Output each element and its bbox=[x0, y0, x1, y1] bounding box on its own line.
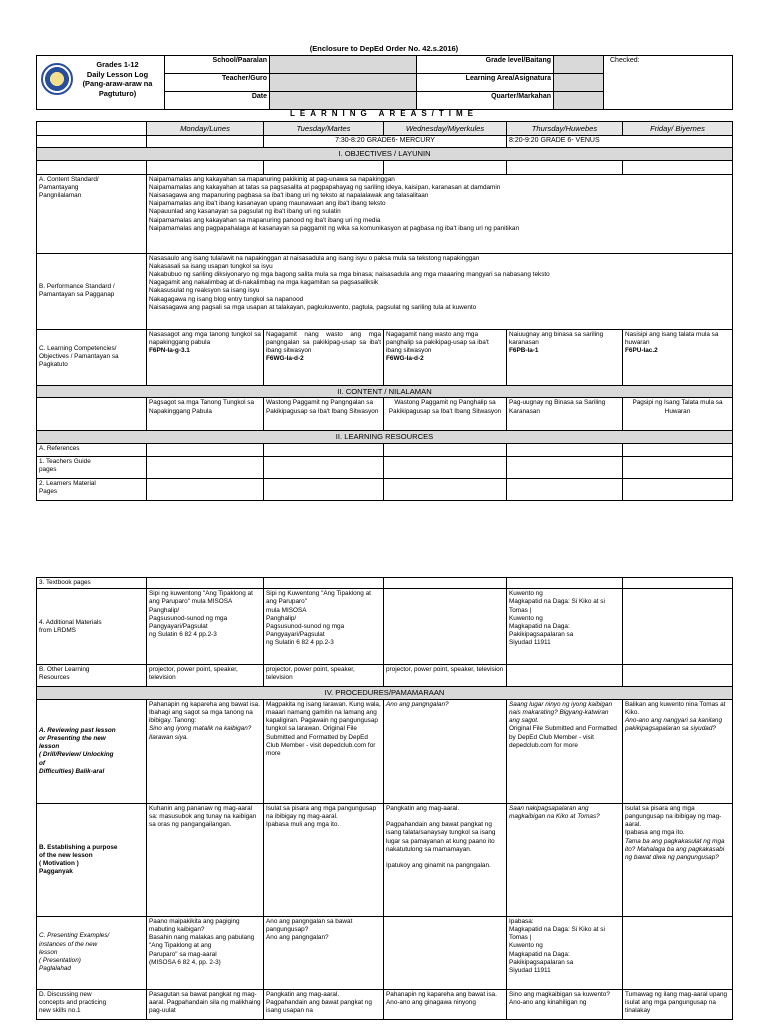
quarter-field[interactable] bbox=[554, 92, 604, 110]
proc-d-monday: Pasagutan sa bawat pangkat ng mag-aaral. Pagpahandain sila ng malikhaing pag-uulat bbox=[147, 989, 264, 1019]
checked-box bbox=[604, 56, 733, 110]
proc-b-thursday: Saan nakipagsapalaran ang magkaibigan na Kiko at Tomas? bbox=[507, 803, 623, 916]
proc-c-thursday: Ipabasa: Magkapatid na Daga: Si Kiko at si Tomas | Kuwento ng Magkapatid na Daga: Pakikipagsapalaran sa Siyudad 11911 bbox=[507, 916, 623, 989]
grade-level-field[interactable] bbox=[554, 56, 604, 74]
content-thursday: Pag-uugnay ng Binasa sa Sariling Karanasan bbox=[507, 398, 623, 431]
proc-d-wednesday: Pahanapin ng kapareha ang bawat isa. Ano-ano ang ginagawa ninyong bbox=[384, 989, 507, 1019]
proc-c-monday: Paano maipakikita ang pagiging mabuting kaibigan? Basahin nang malakas ang pabulang "Ang Tipaklong at ang Paruparo" sa mag-aaral (MISOSA 6 82 4, pp. 2-3) bbox=[147, 916, 264, 989]
learners-material-label: 2. Learners Material Pages bbox=[37, 479, 147, 501]
enclosure-note: (Enclosure to DepEd Order No. 42.s.2016) bbox=[309, 44, 459, 53]
competency-monday: Nasasagot ang mga tanong tungkol sa napakinggang pabula F6PN-Ia-g-3.1 bbox=[147, 329, 264, 385]
proc-b-monday: Kuhanin ang pananaw ng mag-aaral sa: masusubok ang tunay na kaibigan sa oras ng pangangailangan. bbox=[147, 803, 264, 916]
day-thursday: Thursday/Huwebes bbox=[507, 122, 623, 136]
school-label: School/Paaralan bbox=[165, 56, 270, 74]
proc-d-tuesday: Pangkatin ang mag-aaral. Pagpahandain ang bawat pangkat ng isang usapan na bbox=[264, 989, 384, 1019]
competency-code-tuesday: F6WG-Ia-d-2 bbox=[266, 355, 304, 363]
content-standard-text: Naipamamalas ang kakayahan sa mapanuring pakikinig at pag-unawa sa napakinggan Naipamamalas ang kakayahan at tatas sa pagsasalita at pagpapahayag ng sariling ideya, kaisipan, karanasan at damdamin Naisasagawa ang mapanuring pagbasa sa iba't ibang uri ng teksto at napalalawak ang talasalitaan Naipamamalas ang iba't ibang kasanayan upang maunawaan ang iba't ibang teksto Napauunlad ang kasanayan sa pagsulat ng iba't ibang uri ng sulatin Naipamamalas ang kakayahan sa mapanuring panood ng iba't ibang uri ng media Naipamamalas ang pagpapahalaga at kasanayan sa paggamit ng wika sa komunikasyon at pagbasa ng iba't ibang uri ng panitikan bbox=[147, 174, 733, 253]
additional-monday: Sipi ng kuwentong "Ang Tipaklong at ang Paruparo" mula MISOSA Panghalip/ Pagsusunod-sunod ng mga Pangyayari/Pagsulat ng Sulatin 6 82 4 pp.2-3 bbox=[147, 589, 264, 665]
lesson-log-table-page2 bbox=[36, 577, 733, 1020]
quarter-label: Quarter/Markahan bbox=[417, 92, 554, 110]
content-monday: Pagsagot sa mga Tanong Tungkol sa Napakinggang Pabula bbox=[147, 398, 264, 431]
date-field[interactable] bbox=[270, 92, 417, 110]
content-tuesday: Wastong Paggamit ng Pangngalan sa Pakikipagusap sa Iba't Ibang Sitwasyon bbox=[264, 398, 384, 431]
proc-a-label: A. Reviewing past lesson or Presenting the new lesson ( Drill/Review/ Unlocking of Difficulties) Balik-aral bbox=[37, 699, 147, 803]
proc-a-wednesday: Ano ang pangngalan? bbox=[384, 699, 507, 803]
proc-b-tuesday: Isulat sa pisara ang mga pangungusap na ibibigay ng mag-aaral. Ipabasa muli ang mga ito. bbox=[264, 803, 384, 916]
other-resources-tuesday: projector, power point, speaker, television bbox=[264, 665, 384, 687]
days-corner bbox=[37, 122, 147, 136]
header-title-cell bbox=[37, 56, 165, 110]
other-resources-label: B. Other Learning Resources bbox=[37, 665, 147, 687]
proc-a-tuesday: Magpakita ng isang larawan. Kung wala, maaari namang gamitin na lamang ang kapaligiran. Pagawain ng pangungusap tungkol sa larawan. Original File Submitted and Formatted by DepEd Club Member - visit depedclub.com for more bbox=[264, 699, 384, 803]
proc-a-friday: Balikan ang kuwento nina Tomas at Kiko. Ano-ano ang nangyari sa kanilang pakikipagsapalaran sa siyudad? bbox=[623, 699, 733, 803]
additional-thursday: Kuwento ng Magkapatid na Daga: Si Kiko at si Tomas | Kuwento ng Magkapatid na Daga: Pakikipagsapalaran sa Siyudad 11911 bbox=[507, 589, 623, 665]
competency-thursday: Naiuugnay ang binasa sa sariling karanasan F6PB-Ia-1 bbox=[507, 329, 623, 385]
lesson-log-table bbox=[36, 121, 733, 501]
proc-d-friday: Tumawag ng ilang mag-aaral upang isulat ang mga pangungusap na tinalakay bbox=[623, 989, 733, 1019]
performance-standard-label: B. Performance Standard / Pamantayan sa Pagganap bbox=[37, 253, 147, 329]
content-friday: Pagsipi ng Isang Talata mula sa Huwaran bbox=[623, 398, 733, 431]
proc-d-label: D. Discussing new concepts and practicing new skills no.1 bbox=[37, 989, 147, 1019]
teacher-field[interactable] bbox=[270, 74, 417, 92]
proc-c-tuesday: Ano ang pangngalan sa bawat pangungusap? Ano ang pangngalan? bbox=[264, 916, 384, 989]
competency-tuesday: Nagagamit nang wasto ang mga pangngalan sa pakikipag-usap sa iba't ibang sitwasyon F6WG-Ia-d-2 bbox=[264, 329, 384, 385]
section-content: II. CONTENT / NILALAMAN bbox=[37, 385, 733, 398]
teachers-guide-label: 1. Teachers Guide pages bbox=[37, 457, 147, 479]
day-tuesday: Tuesday/Martes bbox=[264, 122, 384, 136]
checked-label: Checked: bbox=[610, 57, 640, 64]
competency-code-friday: F6PU-Iac.2 bbox=[625, 347, 658, 355]
header-table bbox=[36, 55, 733, 110]
log-subtitle: (Pang-araw-araw na Pagtuturo) bbox=[82, 79, 153, 98]
proc-d-thursday: Sino ang magkaibigan sa kuwento? Ano-ano ang kinahiligan ng bbox=[507, 989, 623, 1019]
performance-standard-text: Nasasaulo ang isang tula/awit na napakinggan at naisasadula ang isang isyu o paksa mula sa tekstong napakinggan Nakasasali sa isang usapan tungkol sa isyu Nakabubuo ng sariling diksiyonaryo ng mga bagong salita mula sa mga binasa; naisasadula ang mga maaaring mangyari sa nabasang teksto Nagagamit ang nakalimbag at di-nakalimbag na mga kagamitan sa pagsasaliksik Nakasusulat ng reaksyon sa isang isyu Nakagagawa ng isang blog entry tungkol sa napanood Naisasagawa ang pagsali sa mga usapan at talakayan, pagkukuwento, pagtula, pagsulat ng sariling tula at kuwento bbox=[147, 253, 733, 329]
proc-c-label: C. Presenting Examples/ instances of the new lesson ( Presentation) Paglalahad bbox=[37, 916, 147, 989]
proc-b-label: B. Establishing a purpose of the new lesson ( Motivation ) Pagganyak bbox=[37, 803, 147, 916]
competency-code-thursday: F6PB-Ia-1 bbox=[509, 347, 539, 355]
day-monday: Monday/Lunes bbox=[147, 122, 264, 136]
section-procedures: IV. PROCEDURES/PAMAMARAAN bbox=[37, 687, 733, 700]
competency-code-wednesday: F6WG-Ia-d-2 bbox=[386, 355, 424, 363]
content-wednesday: Wastong Paggamit ng Panghalip sa Pakikipagusap sa Iba't Ibang Sitwasyon bbox=[384, 398, 507, 431]
section-resources: II. LEARNING RESOURCES bbox=[37, 431, 733, 444]
competency-wednesday: Nagagamit nang wasto ang mga panghalip sa pakikipag-usap sa iba't ibang sitwasyon F6WG-Ia-d-2 bbox=[384, 329, 507, 385]
time-slot-a: 7:30-8:20 GRADE6- MERCURY bbox=[264, 136, 507, 148]
additional-materials-label: 4. Additional Materials from LRDMS bbox=[37, 589, 147, 665]
other-resources-wednesday: projector, power point, speaker, television bbox=[384, 665, 507, 687]
deped-seal-icon bbox=[41, 58, 73, 95]
day-wednesday: Wednesday/Miyerkules bbox=[384, 122, 507, 136]
day-friday: Friday/ Biyernes bbox=[623, 122, 733, 136]
proc-b-wednesday: Pangkatin ang mag-aaral. Pagpahandain ang bawat pangkat ng isang talata/sanaysay tungkol sa isang lugar sa pamayanan at kung paano ito nakatutulong sa mamamayan. Ipatukoy ang ginamit na pangngalan. bbox=[384, 803, 507, 916]
content-standard-label: A. Content Standard/ Pamantayang Pangnilalaman bbox=[37, 174, 147, 253]
time-slot-b: 8:20-9:20 GRADE 6- VENUS bbox=[507, 136, 733, 148]
other-resources-monday: projector, power point, speaker, television bbox=[147, 665, 264, 687]
grades-label: Grades 1-12 bbox=[96, 60, 139, 69]
date-label: Date bbox=[165, 92, 270, 110]
log-title: Daily Lesson Log bbox=[86, 69, 149, 79]
competency-friday: Nasisipi ang isang talata mula sa huwaran F6PU-Iac.2 bbox=[623, 329, 733, 385]
references-label: A. References bbox=[37, 444, 147, 457]
learning-area-field[interactable] bbox=[554, 74, 604, 92]
learning-areas-heading: LEARNING AREAS/TIME bbox=[289, 109, 479, 118]
additional-tuesday: Sipi ng Kuwentong "Ang Tipaklong at ang Paruparo" mula MISOSA Panghalip/ Pagsusunod-sunod ng mga Pangyayari/Pagsulat ng Sulatin 6 82 4 pp.2-3 bbox=[264, 589, 384, 665]
section-objectives: I. OBJECTIVES / LAYUNIN bbox=[37, 147, 733, 160]
textbook-pages-label: 3. Textbook pages bbox=[37, 578, 147, 589]
grade-level-label: Grade level/Baitang bbox=[417, 56, 554, 74]
proc-b-friday: Isulat sa pisara ang mga pangungusap na ibibigay ng mag-aaral. Ipabasa ang mga ito. Tama ba ang pagkakasulat ng mga ito? Mahalaga ba ang pagkakasabi ng bawat diwa ng pangungusap? bbox=[623, 803, 733, 916]
proc-a-monday: Pahanapin ng kapareha ang bawat isa. Ibahagi ang sagot sa mga tanong na ibibigay. Tanong: Sino ang iyong matalik na kaibigan? Ilarawan siya. bbox=[147, 699, 264, 803]
learning-area-label: Learning Area/Asignatura bbox=[417, 74, 554, 92]
competencies-label: C. Learning Competencies/ Objectives / Pamantayan sa Pagkatuto bbox=[37, 329, 147, 385]
competency-code-monday: F6PN-Ia-g-3.1 bbox=[149, 347, 190, 355]
school-field[interactable] bbox=[270, 56, 417, 74]
proc-a-thursday: Saang lugar ninyo ng iyong kaibigan nais makarating? Bigyang-katwiran ang sagot. Original File Submitted and Formatted by DepEd Club Member - visit depedclub.com for more bbox=[507, 699, 623, 803]
teacher-label: Teacher/Guro bbox=[165, 74, 270, 92]
